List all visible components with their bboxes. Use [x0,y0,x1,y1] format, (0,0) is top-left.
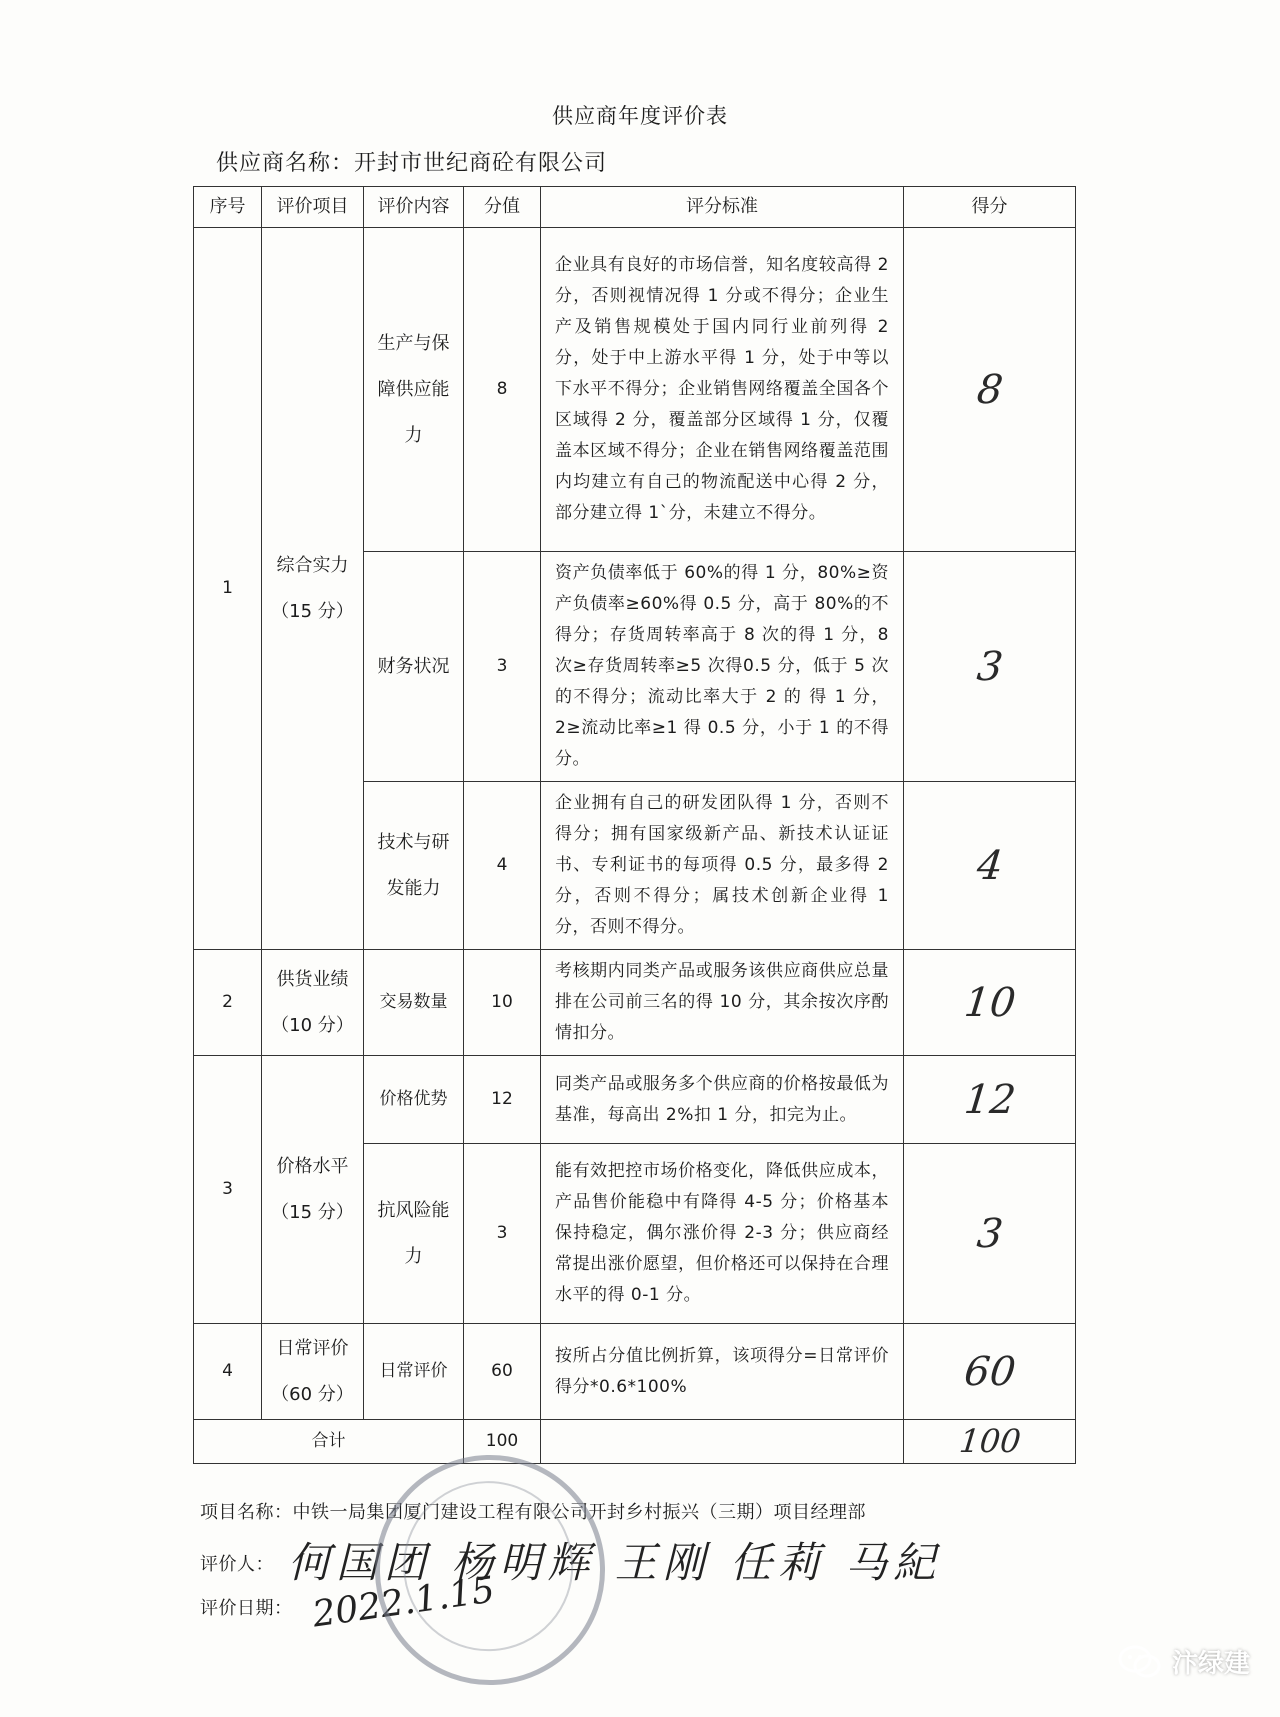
row-score-handwritten: 12 [899,1056,1080,1144]
row-value: 3 [464,552,541,782]
row-content: 财务状况 [364,552,464,782]
table-row [194,228,1076,552]
header-value: 分值 [464,187,541,228]
supplier-name: 开封市世纪商砼有限公司 [354,151,608,176]
row-score-handwritten: 3 [894,1144,1085,1324]
row-item [262,950,364,1056]
row-value: 10 [464,950,541,1056]
row-value: 12 [464,1056,541,1144]
item-points: （15 分） [271,1201,354,1223]
row-value: 3 [464,1144,541,1324]
row-content: 日常评价 [364,1324,464,1420]
row-content: 价格优势 [364,1056,464,1144]
date-handwritten: 2022.1.15 [310,1569,498,1636]
total-row [194,1420,1076,1464]
row-criteria: 企业拥有自己的研发团队得 1 分，否则不得分；拥有国家级新产品、新技术认证证书、专利证书的每项得 0.5 分，最多得 2 分，否则不得分；属技术创新企业得 1 分，否则不得分。 [541,782,904,950]
evaluator-signatures: 何国团 杨明辉 王刚 任莉 马紀 [288,1538,942,1587]
table-row [194,950,1076,1056]
row-value: 60 [464,1324,541,1420]
date-label: 评价日期： [200,1598,293,1619]
content-text: 技术与研发能力 [377,831,450,899]
row-no: 2 [194,950,262,1056]
header-item: 评价项目 [262,187,364,228]
document-title: 供应商年度评价表 [552,104,728,128]
official-seal [343,1423,638,1717]
row-criteria: 资产负债率低于 60%的得 1 分，80%≥资产负债率≥60%得 0.5 分，高于 80%的不得分；存货周转率高于 8 次的得 1 分，8 次≥存货周转率≥5 次得0.5 分，低于 5 次的不得分；流动比率大于 2 的 得 1 分，2≥流动比率≥1 得 0.5 分，小于 1 的不得分。 [541,552,904,782]
content-text: 抗风险能力 [377,1199,450,1267]
row-score-handwritten: 60 [898,1324,1080,1420]
header-content: 评价内容 [364,187,464,228]
supplier-line [216,146,607,177]
supplier-label: 供应商名称： [216,151,355,176]
row-item [262,228,364,950]
header-no: 序号 [194,187,262,228]
header-criteria: 评分标准 [541,187,904,228]
row-no: 3 [194,1056,262,1324]
evaluator-label: 评价人： [200,1554,274,1575]
evaluation-table [193,186,1076,1464]
row-content: 交易数量 [364,950,464,1056]
header-score: 得分 [904,187,1076,228]
item-name: 供货业绩 [276,968,349,990]
total-label: 合计 [194,1420,464,1464]
row-criteria: 能有效把控市场价格变化，降低供应成本，产品售价能稳中有降得 4-5 分；价格基本保持稳定，偶尔涨价得 2-3 分；供应商经常提出涨价愿望，但价格还可以保持在合理水平的得 0-1 分。 [541,1144,904,1324]
row-value: 8 [464,228,541,552]
row-content [364,782,464,950]
item-name: 日常评价 [276,1337,349,1359]
row-score-handwritten: 10 [898,950,1081,1056]
row-item [262,1056,364,1324]
row-score-handwritten: 8 [886,228,1092,552]
row-content [364,228,464,552]
watermark-text: 汴绿建 [1171,1649,1250,1679]
row-criteria: 同类产品或服务多个供应商的价格按最低为基准，每高出 2%扣 1 分，扣完为止。 [541,1056,904,1144]
row-criteria: 企业具有良好的市场信誉，知名度较高得 2 分，否则视情况得 1 分或不得分；企业生产及销售规模处于国内同行业前列得 2 分，处于中上游水平得 1 分，处于中等以下水平不得分；企业销售网络覆盖全国各个区域得 2 分，覆盖部分区域得 1 分，仅覆盖本区域不得分；企业在销售网络覆盖范围内均建立有自己的物流配送中心得 2 分，部分建立得 1`分，未建立不得分。 [541,228,904,552]
item-points: （10 分） [271,1014,354,1036]
table-row [194,1324,1076,1420]
row-score-handwritten: 3 [891,552,1087,782]
row-no: 4 [194,1324,262,1420]
table-header-row [194,187,1076,228]
content-text: 生产与保障供应能力 [377,332,450,446]
total-criteria-empty [541,1420,904,1464]
row-item [262,1324,364,1420]
wechat-icon [1118,1644,1162,1680]
row-criteria: 考核期内同类产品或服务该供应商供应总量排在公司前三名的得 10 分，其余按次序酌情扣分。 [541,950,904,1056]
row-content [364,1144,464,1324]
watermark [1118,1643,1250,1680]
row-score-handwritten: 4 [895,782,1085,950]
item-name: 综合实力 [276,554,349,576]
total-value: 100 [464,1420,541,1464]
item-points: （15 分） [271,600,354,622]
total-score-handwritten: 100 [901,1420,1078,1464]
item-points: （60 分） [271,1383,354,1405]
row-value: 4 [464,782,541,950]
row-criteria: 按所占分值比例折算，该项得分=日常评价得分*0.6*100% [541,1324,904,1420]
project-label: 项目名称： [200,1502,293,1523]
row-no: 1 [194,228,262,950]
item-name: 价格水平 [276,1155,349,1177]
project-name: 中铁一局集团厦门建设工程有限公司开封乡村振兴（三期）项目经理部 [292,1502,866,1523]
table-row [194,1056,1076,1144]
